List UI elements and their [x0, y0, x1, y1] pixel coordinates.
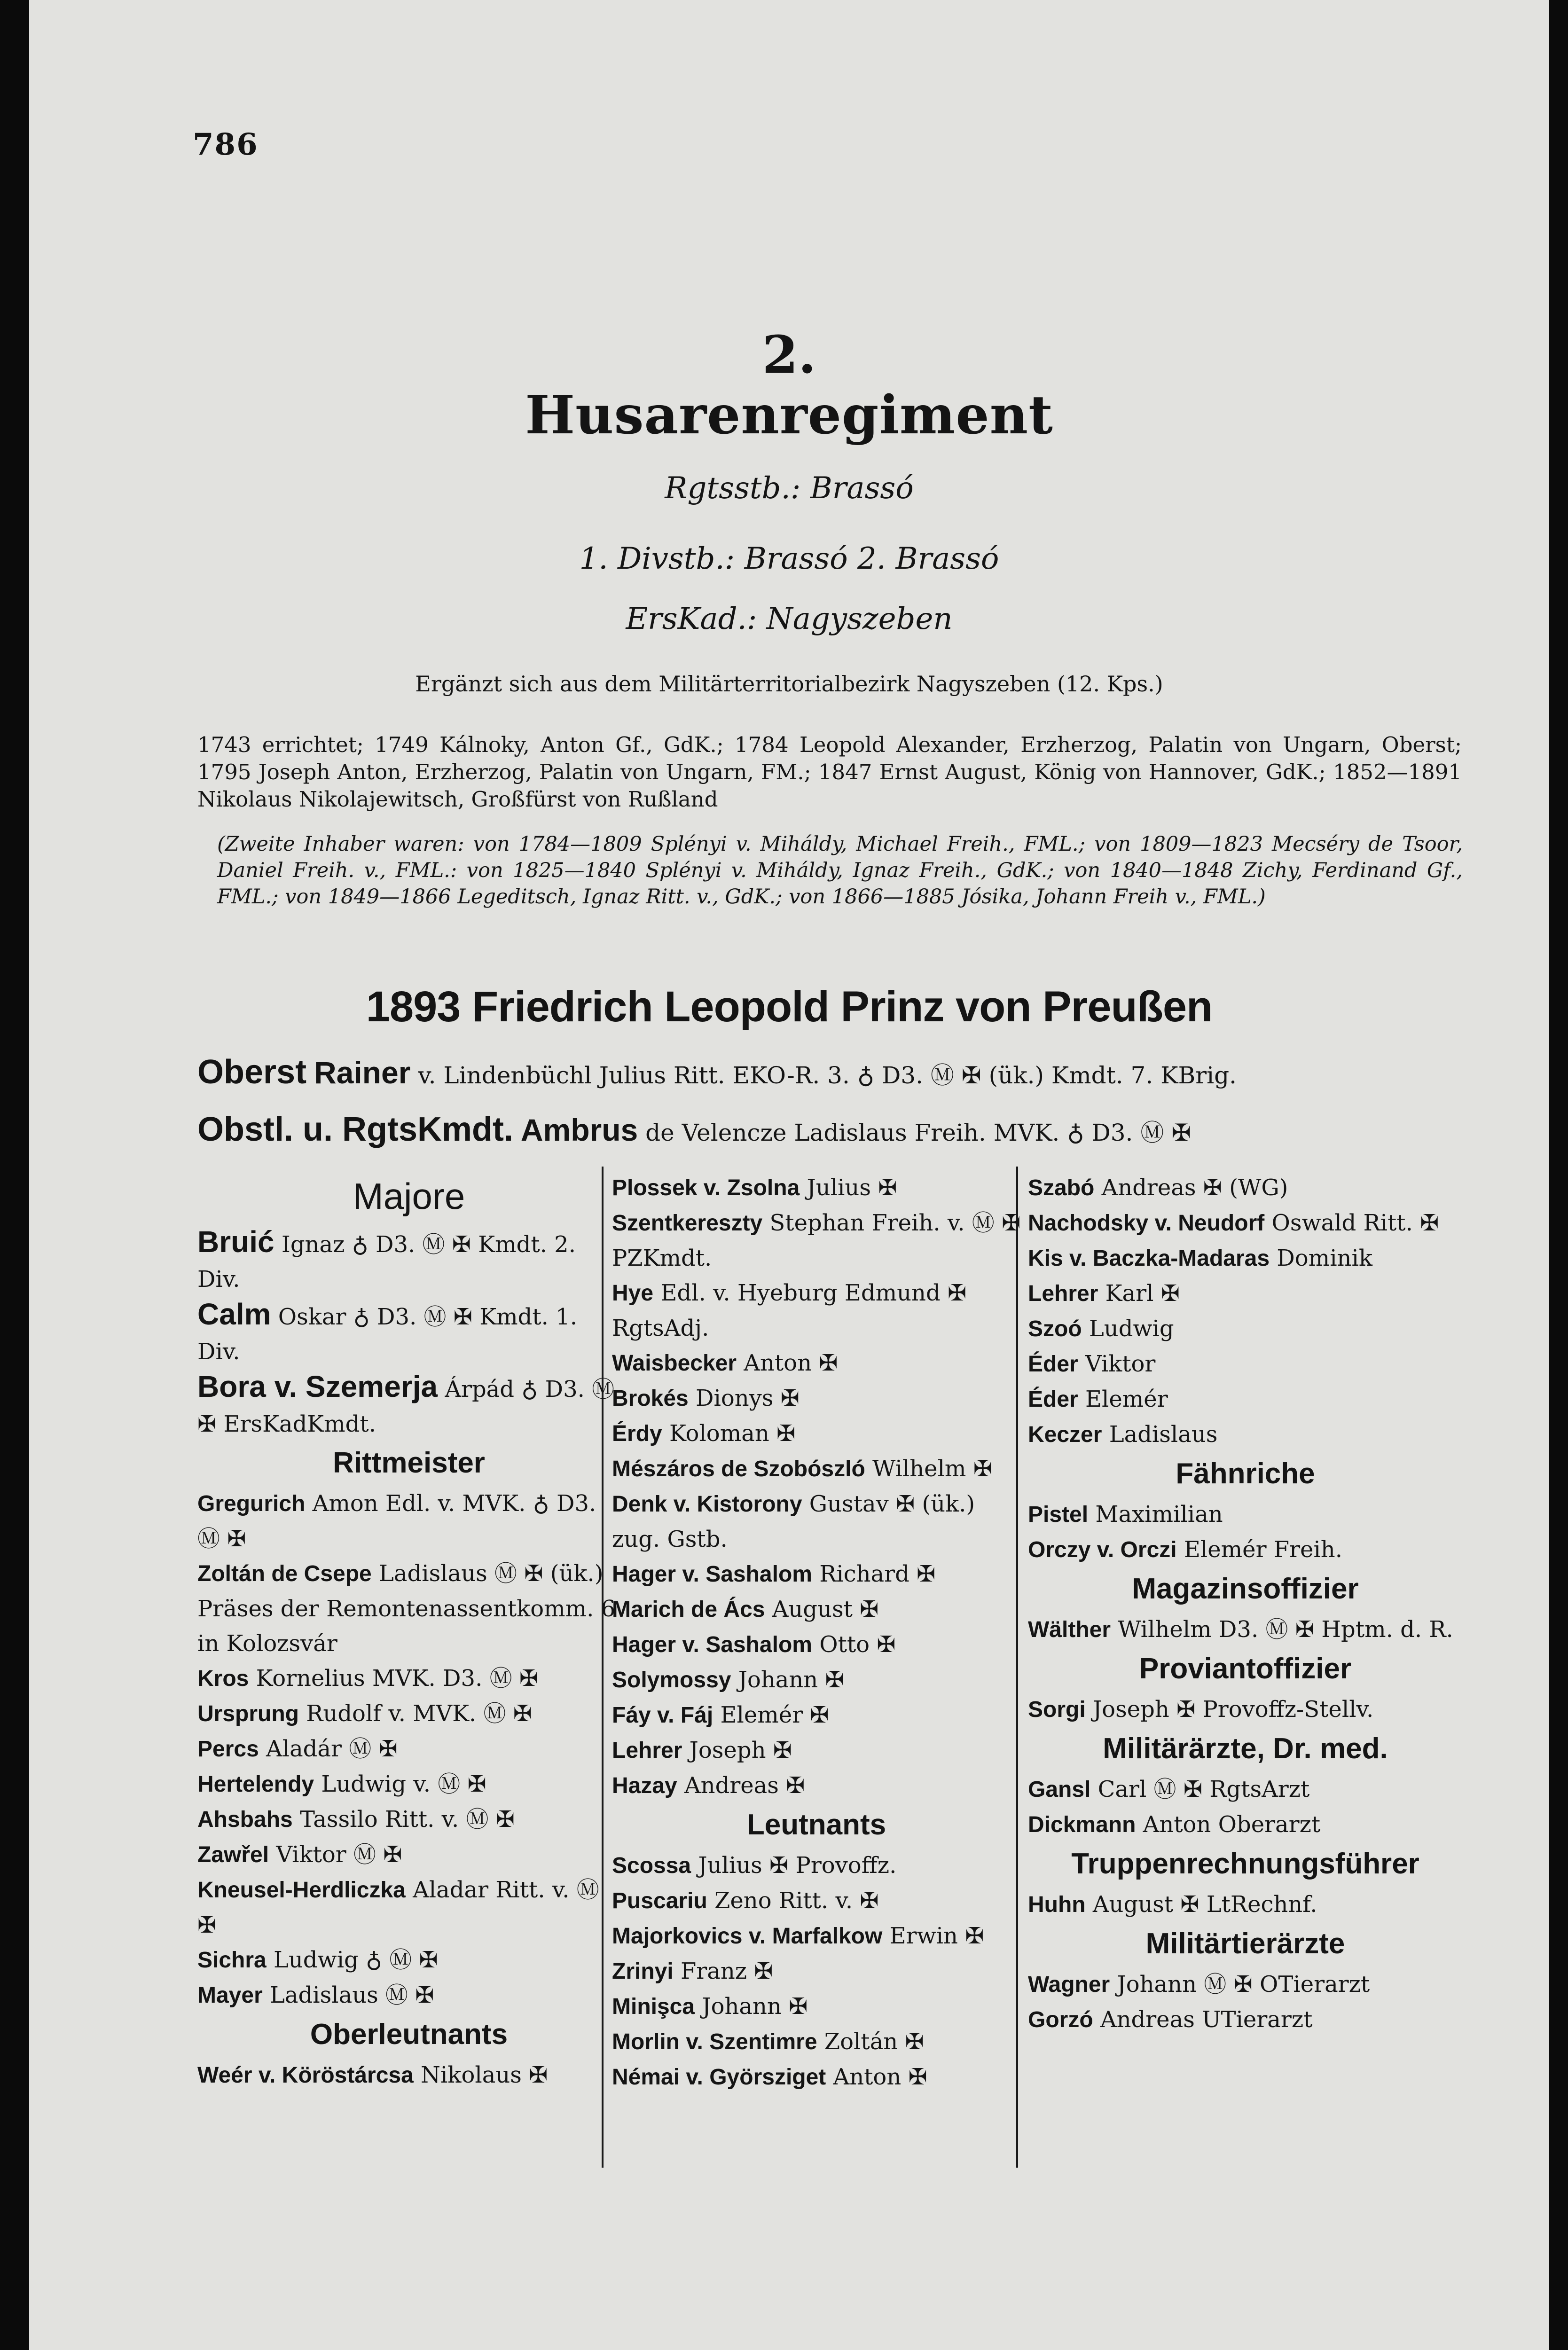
list-item: Calm Oskar ♁ D3. Ⓜ ✠ Kmdt. 1. Div.	[197, 1297, 577, 1365]
section-heading-oberleutnants: Oberleutnants	[310, 2018, 508, 2051]
history-paragraph: 1743 errichtet; 1749 Kálnoky, Anton Gf., GdK.; 1784 Leopold Alexander, Erzherzog, Palatin von Ungarn, Oberst; 1795 Joseph Anton, Erzherzog, Palatin von Ungarn, FM.; 1847 Ernst August, König von Hannover, GdK.; 1852—1891 Nikolaus Nikolajewitsch, Großfürst von Rußland	[197, 732, 1462, 812]
list-item: Lehrer Karl ✠	[1028, 1280, 1180, 1307]
divstb-line: 1. Divstb.: Brassó 2. Brassó	[579, 541, 999, 576]
section-heading-proviantoffizier: Proviantoffizier	[1139, 1653, 1352, 1685]
obstl-rank: Obstl. u. RgtsKmdt.	[197, 1111, 513, 1148]
list-item: Kros Kornelius MVK. D3. Ⓜ ✠	[197, 1665, 539, 1692]
list-item: Nachodsky v. Neudorf Oswald Ritt. ✠	[1028, 1210, 1439, 1236]
list-item: Hertelendy Ludwig v. Ⓜ ✠	[197, 1771, 486, 1797]
section-heading-rittmeister: Rittmeister	[333, 1447, 485, 1479]
obstl-line	[197, 1110, 1466, 1149]
list-item: Érdy Koloman ✠	[612, 1420, 796, 1447]
oberst-line	[197, 1053, 1466, 1091]
list-item: Brokés Dionys ✠	[612, 1385, 800, 1411]
document-page	[29, 0, 1549, 2350]
list-item: Sorgi Joseph ✠ Provoffz-Stellv.	[1028, 1696, 1374, 1723]
list-item: Szentkereszty Stephan Freih. v. Ⓜ ✠ PZKmdt.	[612, 1210, 1021, 1271]
column-2	[612, 1170, 1021, 2095]
section-heading-militartierarzte: Militärtierärzte	[1145, 1927, 1345, 1960]
list-item: Gansl Carl Ⓜ ✠ RgtsArzt	[1028, 1776, 1310, 1802]
list-item: Kis v. Baczka-Madaras Dominik	[1028, 1245, 1372, 1271]
list-item: Szoó Ludwig	[1028, 1316, 1174, 1342]
section-heading-fahnriche: Fähnriche	[1176, 1457, 1315, 1490]
list-item: Gregurich Amon Edl. v. MVK. ♁ D3. Ⓜ ✠	[197, 1490, 596, 1552]
column-3	[1028, 1170, 1463, 2037]
list-item: Pistel Maximilian	[1028, 1501, 1223, 1528]
list-item: Kneusel-Herdliczka Aladar Ritt. v. Ⓜ ✠	[197, 1877, 599, 1938]
list-item: Mészáros de Szobószló Wilhelm ✠	[612, 1456, 992, 1482]
section-heading-magazinsoffizier: Magazinsoffizier	[1132, 1573, 1359, 1605]
list-item: Szabó Andreas ✠ (WG)	[1028, 1175, 1288, 1201]
page-number: 786	[193, 127, 259, 162]
obstl-rest: de Velencze Ladislaus Freih. MVK. ♁ D3. Ⓜ ✠	[645, 1119, 1192, 1146]
regiment-number: 2.	[762, 324, 816, 385]
list-item: Waisbecker Anton ✠	[612, 1350, 838, 1376]
list-item: Keczer Ladislaus	[1028, 1421, 1218, 1448]
list-item: Gorzó Andreas UTierarzt	[1028, 2006, 1313, 2033]
inhaber-heading: 1893 Friedrich Leopold Prinz von Preußen	[366, 983, 1213, 1031]
list-item: Bruić Ignaz ♁ D3. Ⓜ ✠ Kmdt. 2. Div.	[197, 1225, 576, 1292]
list-item: Bora v. Szemerja Árpád ♁ D3. Ⓜ ✠ ErsKadKmdt.	[197, 1370, 615, 1437]
erganzt-line: Ergänzt sich aus dem Militärterritorialbezirk Nagyszeben (12. Kps.)	[415, 671, 1163, 697]
list-item: Éder Elemér	[1028, 1386, 1168, 1412]
list-item: Puscariu Zeno Ritt. v. ✠	[612, 1888, 879, 1914]
list-item: Ahsbahs Tassilo Ritt. v. Ⓜ ✠	[197, 1806, 515, 1833]
section-heading-truppenrechnungsfuhrer: Truppenrechnungsführer	[1071, 1848, 1419, 1880]
list-item: Minişca Johann ✠	[612, 1993, 808, 2020]
list-item: Ursprung Rudolf v. MVK. Ⓜ ✠	[197, 1700, 532, 1727]
list-item: Éder Viktor	[1028, 1351, 1156, 1377]
list-item: Scossa Julius ✠ Provoffz.	[612, 1852, 897, 1879]
list-item: Wälther Wilhelm D3. Ⓜ ✠ Hptm. d. R.	[1028, 1616, 1453, 1643]
list-item: Hye Edl. v. Hyeburg Edmund ✠ RgtsAdj.	[612, 1280, 967, 1341]
list-item: Zawřel Viktor Ⓜ ✠	[197, 1841, 402, 1868]
list-item: Morlin v. Szentimre Zoltán ✠	[612, 2029, 924, 2055]
second-owners-paragraph: (Zweite Inhaber waren: von 1784—1809 Splényi v. Miháldy, Michael Freih., FML.; von 1809—1823 Mecséry de Tsoor, Daniel Freih. v., FML.: von 1825—1840 Splényi v. Miháldy, Ignaz Freih., GdK.; von 1840—1848 Zichy, Ferdinand Gf., FML.; von 1849—1866 Legeditsch, Ignaz Ritt. v., GdK.; von 1866—1885 Jósika, Johann Freih v., FML.)	[217, 832, 1463, 909]
column-1	[197, 1170, 620, 2093]
list-item: Marich de Ács August ✠	[612, 1596, 879, 1622]
list-item: Lehrer Joseph ✠	[612, 1737, 792, 1763]
list-item: Hazay Andreas ✠	[612, 1772, 805, 1799]
list-item: Némai v. Györsziget Anton ✠	[612, 2064, 927, 2090]
list-item: Fáy v. Fáj Elemér ✠	[612, 1702, 829, 1728]
list-item: Majorkovics v. Marfalkow Erwin ✠	[612, 1923, 984, 1949]
list-item: Zoltán de Csepe Ladislaus Ⓜ ✠ (ük.) Präses der Remontenassentkomm. 6 in Kolozsvár	[197, 1560, 616, 1657]
obstl-name: Ambrus	[520, 1112, 638, 1147]
list-item: Plossek v. Zsolna Julius ✠	[612, 1175, 897, 1201]
erskad-line: ErsKad.: Nagyszeben	[626, 602, 953, 636]
list-item: Hager v. Sashalom Otto ✠	[612, 1631, 896, 1658]
list-item: Dickmann Anton Oberarzt	[1028, 1811, 1321, 1838]
list-item: Hager v. Sashalom Richard ✠	[612, 1561, 936, 1587]
oberst-name: Rainer	[314, 1055, 411, 1090]
list-item: Sichra Ludwig ♁ Ⓜ ✠	[197, 1947, 438, 1973]
rgtsstb-line: Rgtsstb.: Brassó	[665, 471, 914, 506]
list-item: Orczy v. Orczi Elemér Freih.	[1028, 1536, 1342, 1563]
list-item: Huhn August ✠ LtRechnf.	[1028, 1891, 1317, 1918]
section-heading-majore: Majore	[353, 1175, 465, 1217]
list-item: Percs Aladár Ⓜ ✠	[197, 1736, 398, 1762]
page-title: Husarenregiment	[525, 384, 1053, 446]
list-item: Solymossy Johann ✠	[612, 1667, 844, 1693]
list-item: Zrinyi Franz ✠	[612, 1958, 773, 1984]
section-heading-militararzte: Militärärzte, Dr. med.	[1103, 1732, 1388, 1765]
section-heading-leutnants: Leutnants	[746, 1809, 886, 1841]
oberst-rest: v. Lindenbüchl Julius Ritt. EKO-R. 3. ♁ D3. Ⓜ ✠ (ük.) Kmdt. 7. KBrig.	[418, 1062, 1237, 1089]
list-item: Mayer Ladislaus Ⓜ ✠	[197, 1982, 434, 2008]
oberst-rank: Oberst	[197, 1053, 307, 1091]
list-item: Weér v. Köröstárcsa Nikolaus ✠	[197, 2062, 548, 2088]
list-item: Denk v. Kistorony Gustav ✠ (ük.) zug. Gstb.	[612, 1491, 975, 1552]
list-item: Wagner Johann Ⓜ ✠ OTierarzt	[1028, 1971, 1370, 1998]
